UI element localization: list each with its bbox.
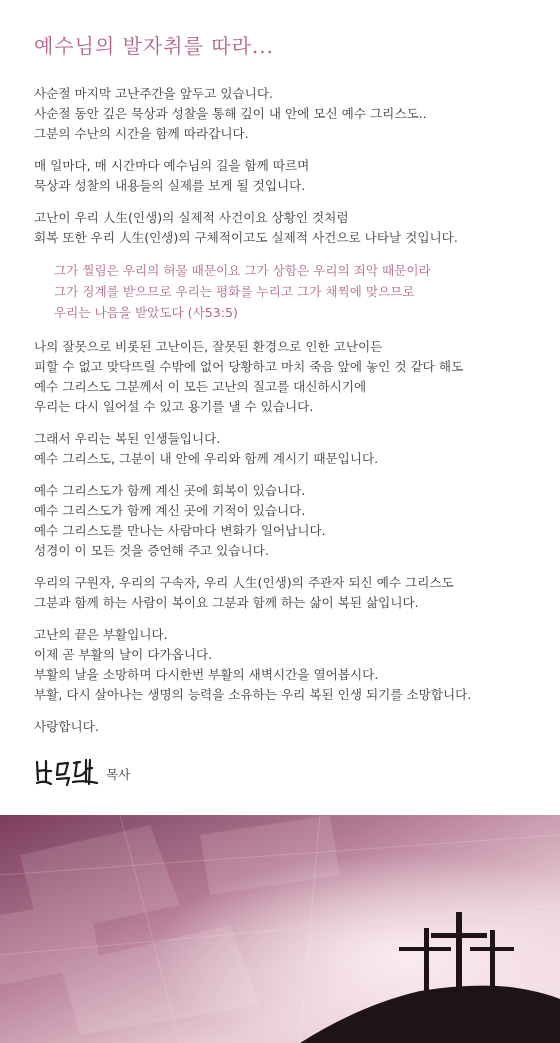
quote-line: 우리는 나음을 받았도다 (사53:5) [54, 305, 238, 320]
text-line: 고난이 우리 人生(인생)의 실제적 사건이요 상황인 것처럼 [34, 210, 349, 225]
text-line: 예수 그리스도, 그분이 내 안에 우리와 함께 계시기 때문입니다. [34, 451, 379, 466]
paragraph [34, 481, 544, 561]
paragraph [34, 337, 544, 417]
text-line: 사순절 동안 깊은 묵상과 성찰을 통해 깊이 내 안에 모신 예수 그리스도.. [34, 106, 427, 121]
text-line: 나의 잘못으로 비롯된 고난이든, 잘못된 환경으로 인한 고난이든 [34, 339, 383, 354]
text-line: 성경이 이 모든 것을 증언해 주고 있습니다. [34, 543, 269, 558]
signoff: 사랑합니다. [34, 719, 99, 734]
text-line: 그래서 우리는 복된 인생들입니다. [34, 431, 221, 446]
text-line: 묵상과 성찰의 내용들의 실제를 보게 될 것입니다. [34, 178, 306, 193]
paragraph [34, 208, 544, 248]
text-line: 회복 또한 우리 人生(인생)의 구체적이고도 실제적 사건으로 나타날 것입니다. [34, 230, 458, 245]
paragraph [34, 429, 544, 469]
paragraph [34, 573, 544, 613]
handwritten-signature [34, 754, 100, 788]
text-line: 매 일마다, 매 시간마다 예수님의 길을 함께 따르며 [34, 158, 310, 173]
text-line: 고난의 끝은 부활입니다. [34, 627, 168, 642]
scripture-quote [54, 260, 544, 323]
text-line: 피할 수 없고 맞닥뜨릴 수밖에 없어 당황하고 마치 죽음 앞에 놓인 것 같다 해도 [34, 359, 464, 374]
crosses-banner-image [0, 815, 560, 1043]
page-title: 예수님의 발자취를 따라... [34, 34, 274, 58]
text-line: 부활, 다시 살아나는 생명의 능력을 소유하는 우리 복된 인생 되기를 소망합니다. [34, 687, 472, 702]
text-line: 예수 그리스도가 함께 계신 곳에 회복이 있습니다. [34, 483, 306, 498]
quote-line: 그가 찔림은 우리의 허물 때문이요 그가 상함은 우리의 죄악 때문이라 [54, 263, 431, 278]
text-line: 예수 그리스도 그분께서 이 모든 고난의 질고를 대신하시기에 [34, 379, 367, 394]
paragraph [34, 625, 544, 705]
text-line: 사순절 마지막 고난주간을 앞두고 있습니다. [34, 86, 273, 101]
text-line: 부활의 날을 소망하며 다시한번 부활의 새벽시간을 열어봅시다. [34, 667, 379, 682]
paragraph [34, 84, 544, 144]
signature-block [34, 751, 544, 791]
text-line: 그분과 함께 하는 사람이 복이요 그분과 함께 하는 삶이 복된 삶입니다. [34, 595, 419, 610]
text-line: 예수 그리스도가 함께 계신 곳에 기적이 있습니다. [34, 503, 306, 518]
text-line: 이제 곧 부활의 날이 다가옵니다. [34, 647, 213, 662]
quote-line: 그가 징계를 받으므로 우리는 평화를 누리고 그가 채찍에 맞으므로 [54, 284, 415, 299]
text-line: 우리의 구원자, 우리의 구속자, 우리 人生(인생)의 주관자 되신 예수 그리스도 [34, 575, 454, 590]
text-line: 우리는 다시 일어설 수 있고 용기를 낼 수 있습니다. [34, 399, 314, 414]
paragraph [34, 156, 544, 196]
signature-role: 목사 [106, 766, 131, 782]
text-line: 예수 그리스도를 만나는 사람마다 변화가 일어납니다. [34, 523, 326, 538]
letter-body [34, 84, 544, 791]
text-line: 그분의 수난의 시간을 함께 따라갑니다. [34, 126, 249, 141]
